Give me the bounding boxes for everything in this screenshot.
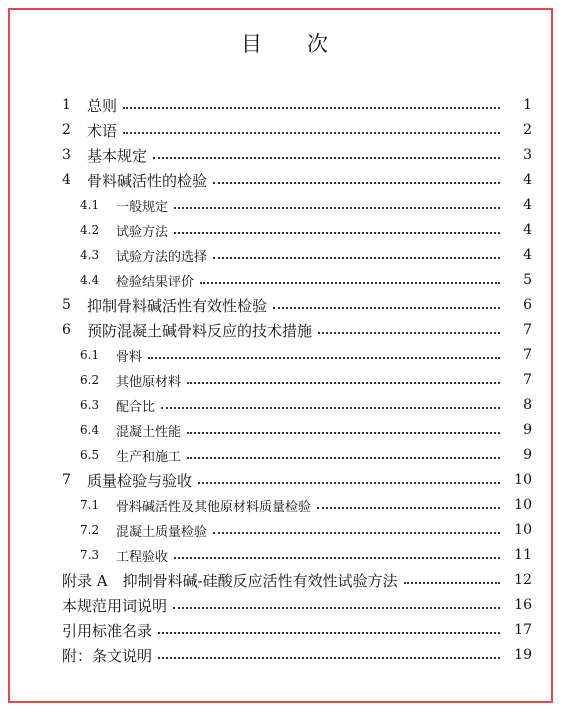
toc-entry-label: 总则 bbox=[87, 96, 118, 115]
toc-entry-label: 骨料 bbox=[116, 349, 143, 365]
toc-leader-dots bbox=[148, 337, 500, 359]
toc-entry-number: 1 bbox=[62, 97, 71, 113]
toc-entry-label: 混凝土质量检验 bbox=[116, 524, 208, 540]
toc-entry-label: 本规范用词说明 bbox=[62, 596, 168, 615]
toc-leader-dots bbox=[187, 437, 500, 459]
toc-entry-label: 质量检验与验收 bbox=[87, 471, 193, 490]
toc-leader-dots bbox=[404, 562, 500, 584]
toc-leader-dots bbox=[173, 587, 500, 609]
toc-entry-page: 4 bbox=[523, 172, 532, 188]
toc-entry-page: 10 bbox=[514, 522, 532, 538]
toc-entry-page: 5 bbox=[523, 272, 532, 288]
toc-entry-number: 4.1 bbox=[80, 198, 100, 212]
toc-entry-page: 12 bbox=[514, 572, 532, 588]
toc-entry-page: 9 bbox=[523, 447, 532, 463]
toc-entry-label: 配合比 bbox=[116, 399, 156, 415]
toc-entry-number: 7.3 bbox=[80, 548, 100, 562]
toc-entry-number: 3 bbox=[62, 147, 71, 163]
toc-leader-dots bbox=[161, 387, 500, 409]
toc-leader-dots bbox=[174, 212, 500, 234]
toc-entry-label: 一般规定 bbox=[116, 199, 169, 215]
toc-entry-page: 7 bbox=[523, 347, 532, 363]
toc-leader-dots bbox=[174, 537, 500, 559]
toc-leader-dots bbox=[158, 612, 500, 634]
toc-entry-label: 混凝土性能 bbox=[116, 424, 182, 440]
toc-entry-number: 4.3 bbox=[80, 248, 100, 262]
toc-entry-label: 附录 A 抑制骨料碱-硅酸反应活性有效性试验方法 bbox=[62, 571, 398, 590]
toc-entry-page: 16 bbox=[514, 597, 532, 613]
toc-entry-page: 7 bbox=[523, 372, 532, 388]
toc-entry-number: 6.3 bbox=[80, 398, 100, 412]
toc-leader-dots bbox=[123, 87, 500, 109]
toc-entry-page: 4 bbox=[523, 222, 532, 238]
toc-leader-dots bbox=[213, 237, 500, 259]
toc-leader-dots bbox=[318, 312, 500, 334]
toc-leader-dots bbox=[123, 112, 500, 134]
toc-entry-label: 工程验收 bbox=[116, 549, 169, 565]
toc-entry-page: 10 bbox=[514, 472, 532, 488]
toc-entry-page: 1 bbox=[523, 97, 532, 113]
toc-entry-page: 4 bbox=[523, 197, 532, 213]
toc-entry-number: 4.4 bbox=[80, 273, 100, 287]
toc-entry-number: 5 bbox=[62, 297, 71, 313]
toc-entry-label: 试验方法 bbox=[116, 224, 169, 240]
toc-entry-page: 7 bbox=[523, 322, 532, 338]
toc-entry-label: 术语 bbox=[87, 121, 118, 140]
toc-entry-label: 试验方法的选择 bbox=[116, 249, 208, 265]
toc-entry-number: 7.1 bbox=[80, 498, 100, 512]
page-title: 目 次 bbox=[241, 32, 329, 56]
toc-leader-dots bbox=[273, 287, 500, 309]
toc-entry-page: 10 bbox=[514, 497, 532, 513]
toc-entry-page: 11 bbox=[514, 547, 532, 563]
toc-entry-label: 生产和施工 bbox=[116, 449, 182, 465]
toc-entry-label: 骨料碱活性的检验 bbox=[87, 171, 208, 190]
toc-entry-label: 抑制骨料碱活性有效性检验 bbox=[87, 296, 268, 315]
toc-entry-label: 引用标准名录 bbox=[62, 621, 153, 640]
toc-entry-page: 2 bbox=[523, 122, 532, 138]
toc-entry-label: 基本规定 bbox=[87, 146, 148, 165]
toc-entry-page: 4 bbox=[523, 247, 532, 263]
toc-leader-dots bbox=[213, 512, 500, 534]
toc-entry-label: 其他原材料 bbox=[116, 374, 182, 390]
toc-leader-dots bbox=[187, 412, 500, 434]
toc-entry-number: 4 bbox=[62, 172, 71, 188]
toc-entry-number: 6.2 bbox=[80, 373, 100, 387]
toc-entry-label: 预防混凝土碱骨料反应的技术措施 bbox=[87, 321, 313, 340]
toc-entry-label: 检验结果评价 bbox=[116, 274, 195, 290]
toc-leader-dots bbox=[174, 187, 500, 209]
toc-entry-page: 17 bbox=[514, 622, 532, 638]
toc-entry-number: 4.2 bbox=[80, 223, 100, 237]
toc-entry-number: 6.4 bbox=[80, 423, 100, 437]
toc-entry-page: 3 bbox=[523, 147, 532, 163]
toc-entry-number: 6 bbox=[62, 322, 71, 338]
toc-entry-number: 7.2 bbox=[80, 523, 100, 537]
toc-leader-dots bbox=[198, 462, 500, 484]
toc-entry-number: 7 bbox=[62, 472, 71, 488]
toc-leader-dots bbox=[153, 137, 500, 159]
toc-leader-dots bbox=[213, 162, 500, 184]
toc-entry[interactable] bbox=[0, 644, 570, 666]
toc-entry-page: 19 bbox=[514, 647, 532, 663]
toc-entry-page: 6 bbox=[523, 297, 532, 313]
toc-entry-number: 2 bbox=[62, 122, 71, 138]
toc-leader-dots bbox=[187, 362, 500, 384]
toc-entry-label: 骨料碱活性及其他原材料质量检验 bbox=[116, 499, 312, 515]
toc-entry-number: 6.1 bbox=[80, 348, 100, 362]
toc-leader-dots bbox=[158, 637, 500, 659]
toc-entry-page: 8 bbox=[523, 397, 532, 413]
toc-leader-dots bbox=[317, 487, 500, 509]
toc-entry-page: 9 bbox=[523, 422, 532, 438]
toc-leader-dots bbox=[200, 262, 500, 284]
toc-entry-label: 附：条文说明 bbox=[62, 646, 153, 665]
toc-entry-number: 6.5 bbox=[80, 448, 100, 462]
